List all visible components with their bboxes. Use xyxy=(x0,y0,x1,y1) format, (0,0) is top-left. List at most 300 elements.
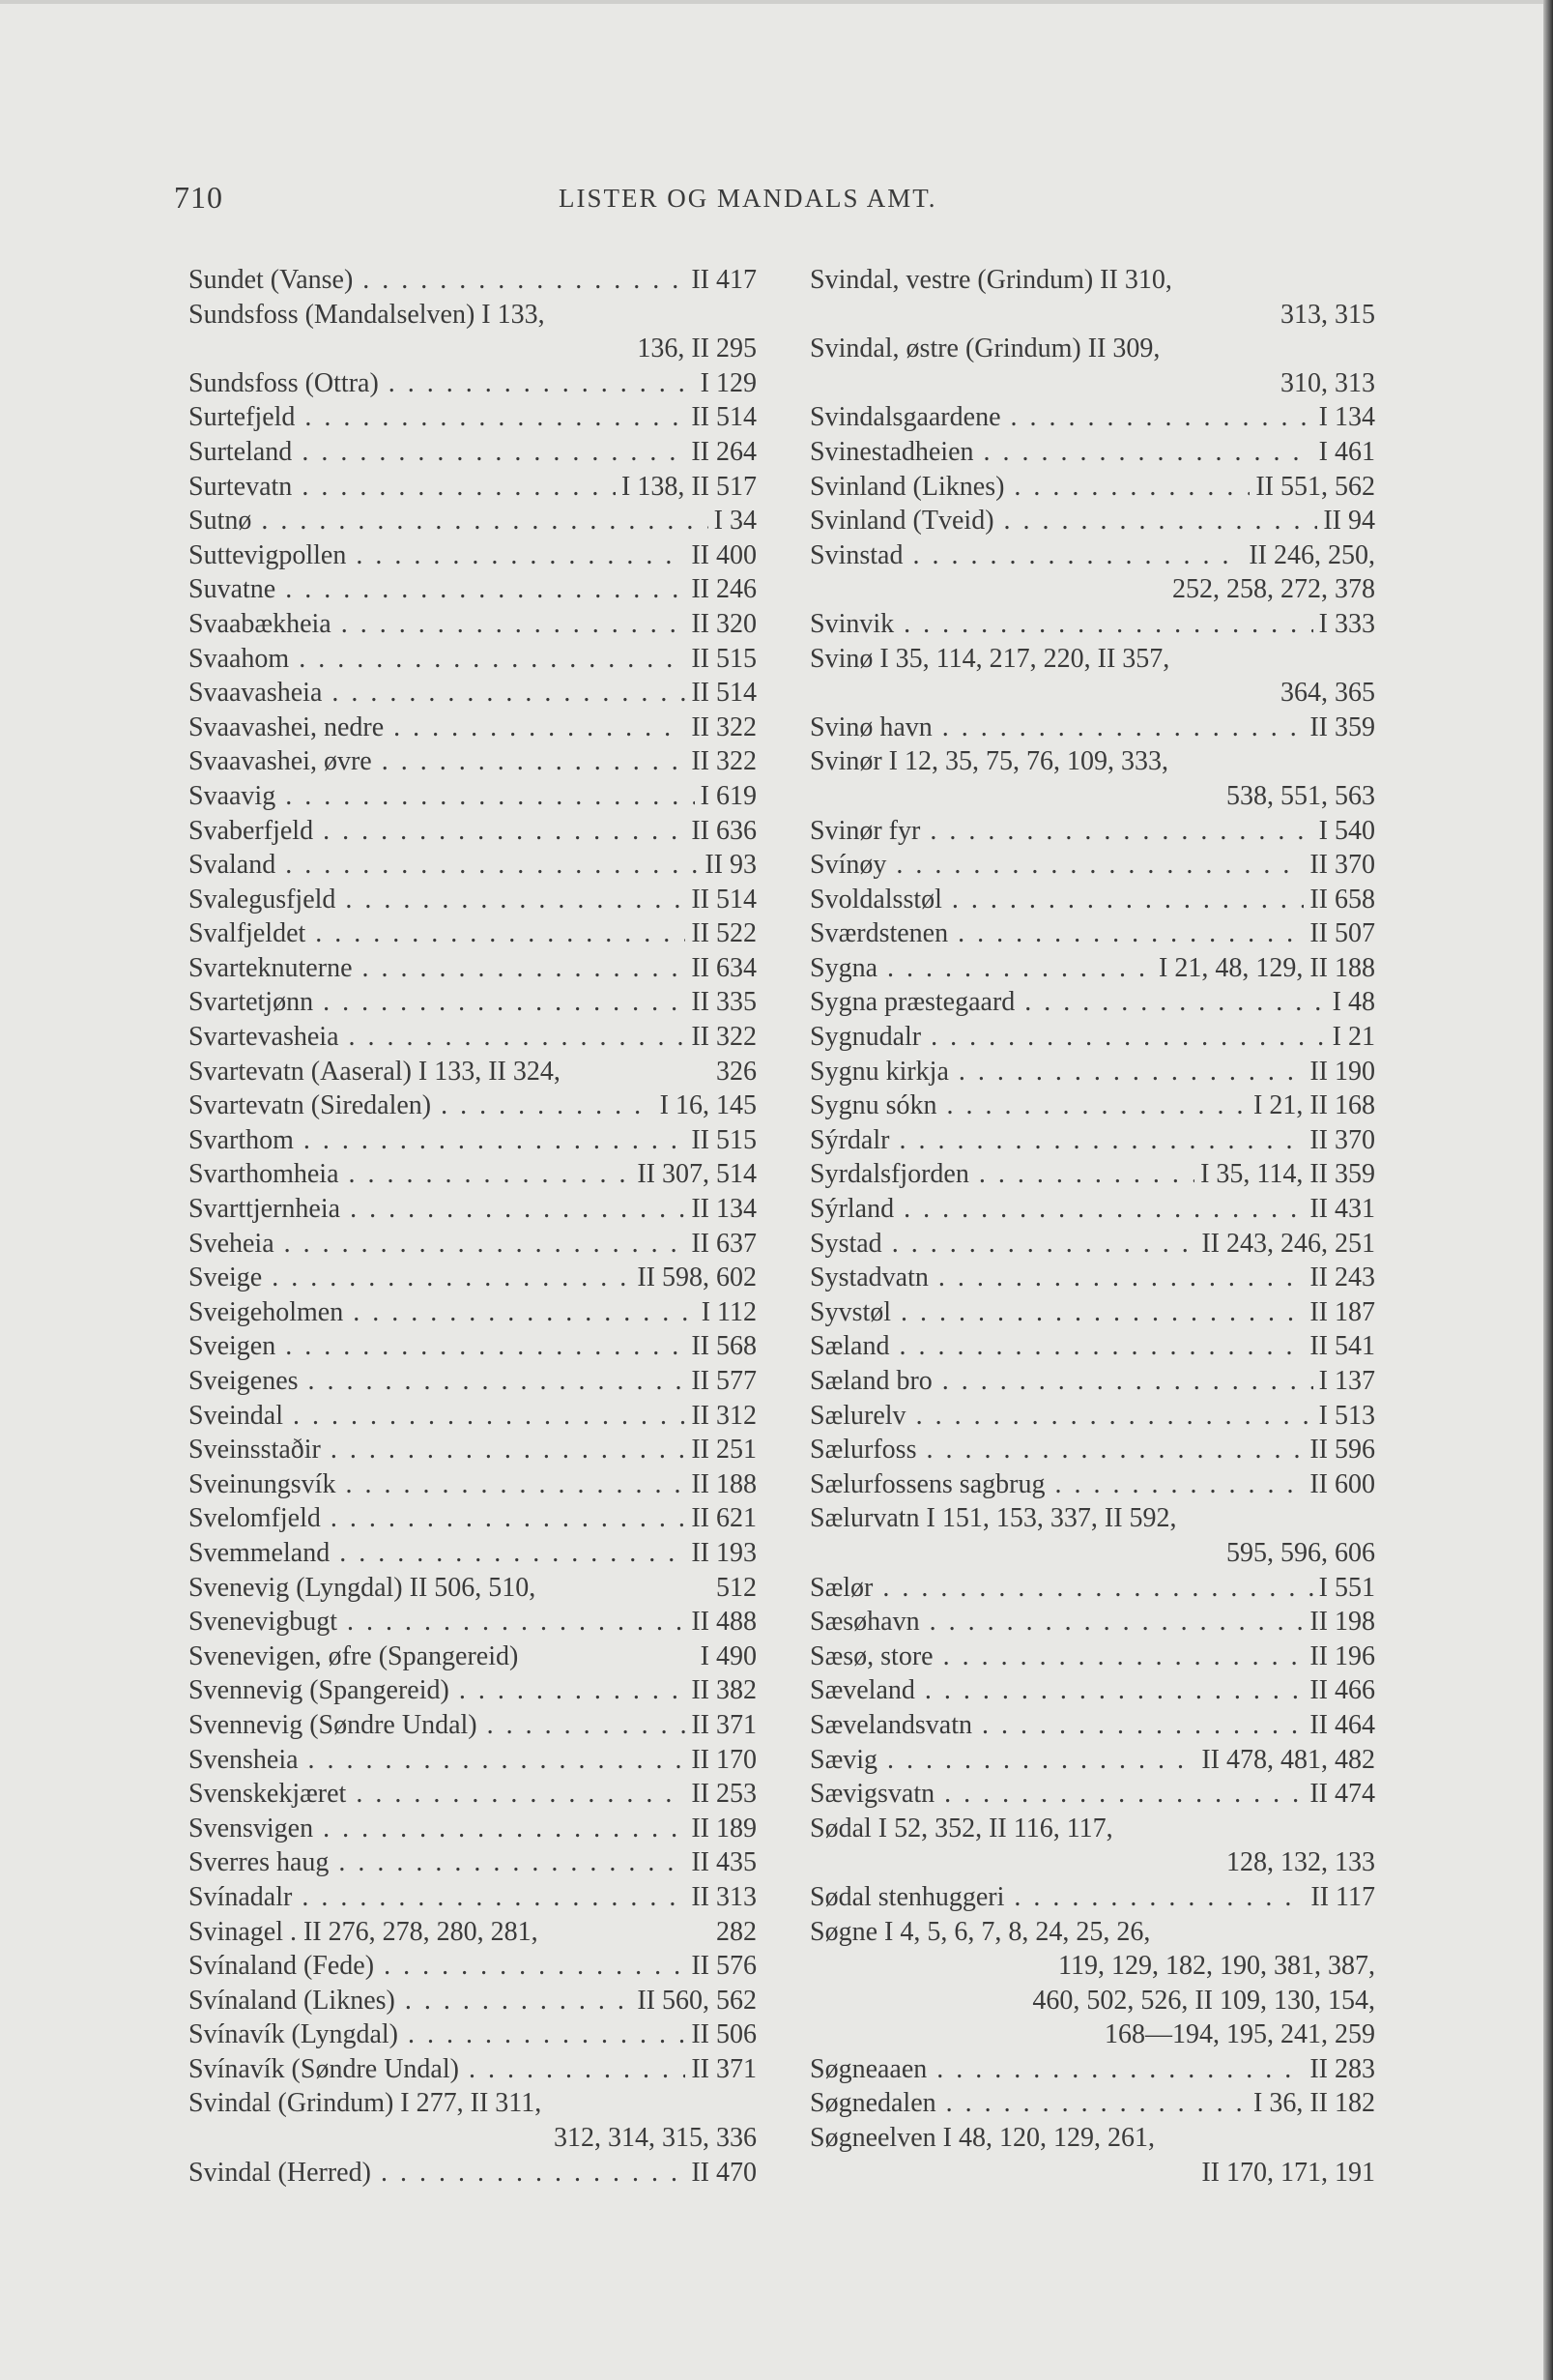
entry-name: Sygna . . . xyxy=(810,951,1153,986)
index-entry xyxy=(188,2017,757,2052)
entry-name: Svinvik . . . xyxy=(810,607,1313,642)
entry-name: Svínaland (Fede) . . . xyxy=(188,1949,685,1984)
entry-name xyxy=(188,332,631,366)
entry-name: Svínavík (Lyngdal) . . . xyxy=(188,2017,685,2052)
entry-page-ref: 313, 315 xyxy=(1280,299,1375,330)
index-entry xyxy=(810,1777,1375,1812)
entry-page-ref: II 243, 246, 251 xyxy=(1201,1228,1375,1259)
entry-name xyxy=(810,2156,1195,2191)
index-entry xyxy=(810,916,1375,951)
entry-name xyxy=(188,2121,548,2156)
entry-name: Svinør fyr . . . xyxy=(810,814,1313,849)
entry-name: Svartevasheia . . . xyxy=(188,1020,685,1055)
index-entry xyxy=(188,883,757,917)
index-entry xyxy=(810,470,1375,505)
entry-page-ref: I 138, II 517 xyxy=(621,471,757,502)
entry-name: Svínøy . . . xyxy=(810,848,1304,883)
entry-page-ref: II 522 xyxy=(691,918,757,949)
entry-name: Sødal stenhuggeri . . . xyxy=(810,1880,1305,1915)
index-entry xyxy=(188,711,757,745)
entry-page-ref: 168—194, 195, 241, 259 xyxy=(1105,2019,1375,2050)
entry-name: Søgnedalen . . . xyxy=(810,2086,1248,2121)
entry-page-ref: II 253 xyxy=(691,1779,757,1810)
index-entry xyxy=(810,263,1375,298)
entry-name: Sygna præstegaard . . . xyxy=(810,985,1327,1020)
entry-page-ref xyxy=(1369,332,1375,366)
index-entry xyxy=(188,572,757,607)
entry-page-ref: 312, 314, 315, 336 xyxy=(554,2123,757,2154)
index-entry xyxy=(188,2086,757,2121)
entry-page-ref: II 576 xyxy=(691,1951,757,1982)
entry-name: Sundet (Vanse) . . . xyxy=(188,263,685,298)
index-entry xyxy=(810,1157,1375,1192)
index-entry xyxy=(188,2156,757,2191)
entry-page-ref: 595, 596, 606 xyxy=(1226,1537,1375,1568)
entry-page-ref: II 515 xyxy=(691,1124,757,1155)
index-column-left xyxy=(188,263,757,2190)
index-entry-continuation xyxy=(810,2156,1375,2191)
entry-page-ref: II 190 xyxy=(1309,1056,1375,1087)
entry-name: Sygnu sókn . . . xyxy=(810,1088,1248,1123)
entry-page-ref: II 621 xyxy=(691,1503,757,1534)
entry-name: Svenevigbugt . . . xyxy=(188,1605,685,1640)
index-entry xyxy=(810,504,1375,538)
index-entry xyxy=(188,1743,757,1778)
index-entry xyxy=(188,814,757,849)
index-entry-continuation xyxy=(810,1984,1375,2018)
entry-name: Sýrland . . . xyxy=(810,1192,1304,1227)
entry-page-ref: I 34 xyxy=(713,506,757,537)
entry-name: Surtevatn . . . xyxy=(188,470,616,505)
entry-name: Svoldalsstøl . . . xyxy=(810,883,1304,917)
entry-name: Systad . . . xyxy=(810,1227,1195,1262)
index-entry xyxy=(188,1777,757,1812)
entry-page-ref: II 488 xyxy=(691,1607,757,1638)
entry-page-ref xyxy=(751,298,757,333)
entry-page-ref: 460, 502, 526, II 109, 130, 154, xyxy=(1032,1985,1375,2016)
entry-name: Syrdalsfjorden . . . xyxy=(810,1157,1194,1192)
entry-page-ref: II 400 xyxy=(691,539,757,570)
index-entry xyxy=(188,538,757,573)
entry-page-ref: II 246 xyxy=(691,574,757,605)
index-entry xyxy=(188,1880,757,1915)
entry-page-ref xyxy=(1369,2121,1375,2156)
entry-page-ref: I 540 xyxy=(1318,815,1375,846)
index-entry xyxy=(188,1640,757,1674)
entry-name: Svartetjønn . . . xyxy=(188,985,685,1020)
entry-name: Svinstad . . . xyxy=(810,538,1243,573)
entry-name xyxy=(810,1536,1221,1571)
entry-name xyxy=(810,2017,1099,2052)
index-entry xyxy=(810,1192,1375,1227)
entry-name: Sævelandsvatn . . . xyxy=(810,1708,1304,1743)
entry-page-ref: II 188 xyxy=(691,1468,757,1499)
index-entry xyxy=(810,1364,1375,1399)
entry-name xyxy=(810,572,1166,607)
index-entry-continuation xyxy=(810,676,1375,711)
entry-name: Svaabækheia . . . xyxy=(188,607,685,642)
index-entry xyxy=(810,1467,1375,1502)
index-entry xyxy=(810,1227,1375,1262)
entry-name: Svelomfjeld . . . xyxy=(188,1501,685,1536)
entry-page-ref xyxy=(1369,744,1375,779)
index-entry-continuation xyxy=(810,1845,1375,1880)
index-entry-continuation xyxy=(810,779,1375,814)
entry-name: Svaahom . . . xyxy=(188,642,685,677)
index-entry xyxy=(810,1501,1375,1536)
entry-page-ref: II 371 xyxy=(691,1709,757,1740)
entry-page-ref: II 464 xyxy=(1309,1709,1375,1740)
index-entry xyxy=(810,985,1375,1020)
entry-name: Svennevig (Søndre Undal) . . . xyxy=(188,1708,685,1743)
entry-page-ref: II 506 xyxy=(691,2019,757,2050)
entry-page-ref: 326 xyxy=(716,1056,757,1087)
index-entry xyxy=(188,1536,757,1571)
entry-name: Syvstøl . . . xyxy=(810,1295,1304,1330)
entry-page-ref: 310, 313 xyxy=(1280,367,1375,398)
entry-name: Surtefjeld . . . xyxy=(188,400,685,435)
entry-page-ref: 252, 258, 272, 378 xyxy=(1172,574,1375,605)
index-entry xyxy=(188,1123,757,1158)
index-entry xyxy=(188,1227,757,1262)
running-title: LISTER OG MANDALS AMT. xyxy=(559,184,937,213)
entry-name: Sælurelv . . . xyxy=(810,1399,1313,1434)
index-entry xyxy=(810,1295,1375,1330)
index-entry xyxy=(188,298,757,333)
entry-page-ref: II 474 xyxy=(1309,1779,1375,1810)
entry-page-ref: I 461 xyxy=(1318,436,1375,467)
entry-page-ref: II 658 xyxy=(1309,884,1375,914)
entry-page-ref: I 16, 145 xyxy=(659,1090,757,1121)
entry-page-ref xyxy=(1369,642,1375,677)
index-entry xyxy=(810,883,1375,917)
entry-page-ref xyxy=(1369,263,1375,298)
entry-name: Sæsø, store . . . xyxy=(810,1640,1304,1674)
index-entry xyxy=(188,1088,757,1123)
page-header xyxy=(174,180,1305,218)
entry-name: Sverres haug . . . xyxy=(188,1845,685,1880)
entry-page-ref xyxy=(751,2086,757,2121)
index-entry xyxy=(810,2052,1375,2087)
entry-name: Sæland bro . . . xyxy=(810,1364,1313,1399)
entry-name: Sveheia . . . xyxy=(188,1227,685,1262)
entry-page-ref: II 320 xyxy=(691,608,757,639)
entry-name: Svarttjernheia . . . xyxy=(188,1192,685,1227)
entry-name xyxy=(810,1845,1221,1880)
entry-page-ref: II 637 xyxy=(691,1228,757,1259)
index-entry xyxy=(188,1261,757,1295)
index-entry xyxy=(810,711,1375,745)
index-entry xyxy=(188,1295,757,1330)
entry-name: Svinør I 12, 35, 75, 76, 109, 333, xyxy=(810,746,1168,777)
entry-page-ref: 128, 132, 133 xyxy=(1226,1847,1375,1878)
index-entry xyxy=(810,1915,1375,1950)
entry-name: Søgneelven I 48, 120, 129, 261, xyxy=(810,2123,1155,2154)
entry-page-ref: II 313 xyxy=(691,1881,757,1912)
index-entry-continuation xyxy=(810,2017,1375,2052)
entry-name: Sæveland . . . xyxy=(810,1673,1304,1708)
index-entry xyxy=(810,1605,1375,1640)
entry-name: Systadvatn . . . xyxy=(810,1261,1304,1295)
index-entry xyxy=(188,848,757,883)
index-entry xyxy=(188,400,757,435)
entry-page-ref: II 568 xyxy=(691,1331,757,1362)
index-entry xyxy=(188,1949,757,1984)
index-entry-continuation xyxy=(810,572,1375,607)
entry-page-ref: II 371 xyxy=(691,2053,757,2084)
entry-page-ref: II 598, 602 xyxy=(637,1263,757,1293)
index-entry xyxy=(188,916,757,951)
entry-page-ref: II 170, 171, 191 xyxy=(1201,2157,1375,2188)
entry-page-ref: II 94 xyxy=(1323,506,1375,537)
entry-page-ref: II 312 xyxy=(691,1400,757,1431)
index-entry xyxy=(188,1605,757,1640)
entry-name: Svindal, vestre (Grindum) II 310, xyxy=(810,265,1172,295)
entry-page-ref: II 307, 514 xyxy=(637,1159,757,1190)
index-entry xyxy=(810,848,1375,883)
index-entry-continuation xyxy=(810,1949,1375,1984)
page-number: 710 xyxy=(174,180,223,215)
entry-page-ref: II 198 xyxy=(1309,1607,1375,1638)
entry-name: Svindal, østre (Grindum) II 309, xyxy=(810,334,1161,364)
entry-name: Svaberfjeld . . . xyxy=(188,814,685,849)
entry-name: Svenskekjæret . . . xyxy=(188,1777,685,1812)
entry-page-ref: II 470 xyxy=(691,2157,757,2188)
index-entry xyxy=(810,1812,1375,1846)
index-entry xyxy=(188,607,757,642)
index-entry xyxy=(188,985,757,1020)
entry-page-ref: I 112 xyxy=(701,1296,757,1327)
entry-page-ref: II 417 xyxy=(691,265,757,295)
entry-name xyxy=(810,1949,1052,1984)
entry-name: Sygnu kirkja . . . xyxy=(810,1055,1304,1089)
entry-page-ref: II 636 xyxy=(691,815,757,846)
index-entry xyxy=(188,2052,757,2087)
entry-page-ref: I 21 xyxy=(1332,1022,1375,1053)
entry-name: Svindalsgaardene . . . xyxy=(810,400,1313,435)
entry-page-ref: 119, 129, 182, 190, 381, 387, xyxy=(1058,1951,1375,1982)
entry-name: Svaavig . . . xyxy=(188,779,695,814)
entry-name xyxy=(810,366,1275,401)
index-entry xyxy=(810,2086,1375,2121)
index-entry xyxy=(188,1501,757,1536)
entry-name: Sælurfoss . . . xyxy=(810,1433,1304,1467)
entry-name: Sævigsvatn . . . xyxy=(810,1777,1304,1812)
index-entry xyxy=(188,1673,757,1708)
entry-name: Sveigeholmen . . . xyxy=(188,1295,696,1330)
index-entry xyxy=(188,1364,757,1399)
entry-page-ref: 136, II 295 xyxy=(637,334,757,364)
entry-name xyxy=(810,779,1221,814)
entry-name: Svaavashei, øvre . . . xyxy=(188,744,685,779)
index-entry xyxy=(188,470,757,505)
entry-name: Svindal (Grindum) I 277, II 311, xyxy=(188,2088,542,2119)
index-entry xyxy=(188,1812,757,1846)
page-binding-edge xyxy=(1543,0,1553,2380)
index-entry xyxy=(188,1571,757,1606)
entry-page-ref: II 243 xyxy=(1309,1263,1375,1293)
entry-page-ref: II 322 xyxy=(691,746,757,777)
entry-page-ref: I 21, II 168 xyxy=(1253,1090,1375,1121)
entry-page-ref: II 189 xyxy=(691,1813,757,1843)
index-entry xyxy=(188,1915,757,1950)
entry-page-ref: 512 xyxy=(716,1572,757,1603)
entry-name: Suvatne . . . xyxy=(188,572,685,607)
index-entry xyxy=(810,1640,1375,1674)
index-entry xyxy=(188,1055,757,1089)
entry-page-ref: II 283 xyxy=(1309,2053,1375,2084)
index-entry xyxy=(810,1055,1375,1089)
index-entry xyxy=(188,1157,757,1192)
entry-page-ref: II 370 xyxy=(1309,1124,1375,1155)
index-entry xyxy=(810,1261,1375,1295)
index-entry xyxy=(188,676,757,711)
entry-page-ref: II 514 xyxy=(691,678,757,709)
entry-page-ref: I 129 xyxy=(700,367,757,398)
index-entry-continuation xyxy=(810,1536,1375,1571)
entry-name: Surteland . . . xyxy=(188,435,685,470)
entry-name xyxy=(810,298,1275,333)
entry-name: Svinestadheien . . . xyxy=(810,435,1313,470)
index-entry xyxy=(188,1399,757,1434)
index-entry xyxy=(188,1845,757,1880)
index-entry xyxy=(810,332,1375,366)
index-entry xyxy=(810,642,1375,677)
entry-page-ref: II 514 xyxy=(691,402,757,433)
index-entry xyxy=(810,1880,1375,1915)
entry-name: Sutnø . . . xyxy=(188,504,708,538)
index-entry xyxy=(188,642,757,677)
entry-name: Svarthomheia . . . xyxy=(188,1157,631,1192)
entry-name: Svensheia . . . xyxy=(188,1743,685,1778)
index-entry xyxy=(810,1708,1375,1743)
index-entry xyxy=(810,814,1375,849)
index-entry xyxy=(188,1192,757,1227)
entry-name: Svartevatn (Siredalen) . . . xyxy=(188,1088,654,1123)
entry-page-ref: II 514 xyxy=(691,884,757,914)
entry-page-ref: II 541 xyxy=(1309,1331,1375,1362)
index-entry xyxy=(188,1467,757,1502)
index-entry xyxy=(188,435,757,470)
entry-name: Søgneaaen . . . xyxy=(810,2052,1304,2087)
index-entry xyxy=(810,435,1375,470)
index-entry xyxy=(810,951,1375,986)
entry-page-ref: II 431 xyxy=(1309,1194,1375,1225)
entry-name: Sælurfossens sagbrug . . . xyxy=(810,1467,1304,1502)
entry-page-ref: II 600 xyxy=(1309,1468,1375,1499)
entry-page-ref: I 48 xyxy=(1332,987,1375,1018)
index-entry xyxy=(810,1571,1375,1606)
entry-page-ref: II 93 xyxy=(705,850,757,881)
entry-page-ref: II 322 xyxy=(691,711,757,742)
entry-name: Svaavashei, nedre . . . xyxy=(188,711,685,745)
entry-page-ref: II 634 xyxy=(691,952,757,983)
entry-page-ref: II 170 xyxy=(691,1744,757,1775)
entry-name: Svindal (Herred) . . . xyxy=(188,2156,685,2191)
entry-page-ref: II 264 xyxy=(691,436,757,467)
entry-name: Svinagel . II 276, 278, 280, 281, xyxy=(188,1916,538,1947)
entry-page-ref: 538, 551, 563 xyxy=(1226,780,1375,811)
index-entry xyxy=(810,1123,1375,1158)
index-entry xyxy=(810,1088,1375,1123)
entry-name: Svinland (Liknes) . . . xyxy=(810,470,1250,505)
index-entry xyxy=(810,1020,1375,1055)
entry-name: Svaavasheia . . . xyxy=(188,676,685,711)
index-entry xyxy=(188,366,757,401)
entry-name: Svartevatn (Aaseral) I 133, II 324, xyxy=(188,1056,561,1087)
entry-name: Sæland . . . xyxy=(810,1329,1304,1364)
entry-name xyxy=(810,676,1275,711)
entry-name: Sveigen . . . xyxy=(188,1329,685,1364)
entry-page-ref: II 193 xyxy=(691,1537,757,1568)
entry-page-ref: II 507 xyxy=(1309,918,1375,949)
entry-page-ref: I 551 xyxy=(1318,1572,1375,1603)
index-entry xyxy=(188,1020,757,1055)
index-entry xyxy=(810,1399,1375,1434)
index-entry xyxy=(810,1329,1375,1364)
entry-name: Suttevigpollen . . . xyxy=(188,538,685,573)
entry-name: Sveige . . . xyxy=(188,1261,631,1295)
entry-name: Svaland . . . xyxy=(188,848,699,883)
entry-page-ref: II 382 xyxy=(691,1675,757,1706)
entry-name: Sygnudalr . . . xyxy=(810,1020,1327,1055)
entry-page-ref: I 137 xyxy=(1318,1366,1375,1396)
entry-name: Svarthom . . . xyxy=(188,1123,685,1158)
entry-page-ref: II 478, 481, 482 xyxy=(1201,1744,1375,1775)
index-entry-continuation xyxy=(810,298,1375,333)
entry-page-ref: II 577 xyxy=(691,1366,757,1396)
index-entry xyxy=(188,1329,757,1364)
index-entry xyxy=(188,744,757,779)
entry-name: Sælurvatn I 151, 153, 337, II 592, xyxy=(810,1503,1177,1534)
entry-name: Sælør . . . xyxy=(810,1571,1313,1606)
entry-page-ref: II 466 xyxy=(1309,1675,1375,1706)
entry-page-ref: I 21, 48, 129, II 188 xyxy=(1159,952,1375,983)
entry-page-ref: I 490 xyxy=(700,1640,757,1671)
entry-name: Svensvigen . . . xyxy=(188,1812,685,1846)
entry-name: Sundsfoss (Ottra) . . . xyxy=(188,366,695,401)
index-entry xyxy=(188,263,757,298)
index-column-right xyxy=(810,263,1375,2190)
index-entry-continuation xyxy=(188,2121,757,2156)
entry-page-ref: 282 xyxy=(716,1916,757,1947)
entry-name: Svínadalr . . . xyxy=(188,1880,685,1915)
entry-name: Sveinungsvík . . . xyxy=(188,1467,685,1502)
entry-name: Svalegusfjeld . . . xyxy=(188,883,685,917)
entry-page-ref: II 335 xyxy=(691,987,757,1018)
entry-name: Svenevigen, øfre (Spangereid) xyxy=(188,1640,519,1671)
entry-name xyxy=(810,1984,1026,2018)
entry-page-ref: II 322 xyxy=(691,1022,757,1053)
entry-name: Sveigenes . . . xyxy=(188,1364,685,1399)
entry-page-ref: I 36, II 182 xyxy=(1253,2088,1375,2119)
index-entry xyxy=(188,1984,757,2018)
entry-page-ref xyxy=(1369,1812,1375,1846)
entry-name: Svemmeland . . . xyxy=(188,1536,685,1571)
entry-name: Sveinsstaðir . . . xyxy=(188,1433,685,1467)
index-entry xyxy=(810,538,1375,573)
entry-page-ref: I 513 xyxy=(1318,1400,1375,1431)
entry-page-ref: I 333 xyxy=(1318,608,1375,639)
entry-page-ref: II 596 xyxy=(1309,1435,1375,1466)
entry-name: Sæsøhavn . . . xyxy=(810,1605,1304,1640)
index-entry-continuation xyxy=(188,332,757,366)
index-entry xyxy=(810,1743,1375,1778)
entry-page-ref: II 117 xyxy=(1310,1881,1375,1912)
entry-page-ref: II 435 xyxy=(691,1847,757,1878)
index-entry xyxy=(188,504,757,538)
index-entry xyxy=(810,2121,1375,2156)
